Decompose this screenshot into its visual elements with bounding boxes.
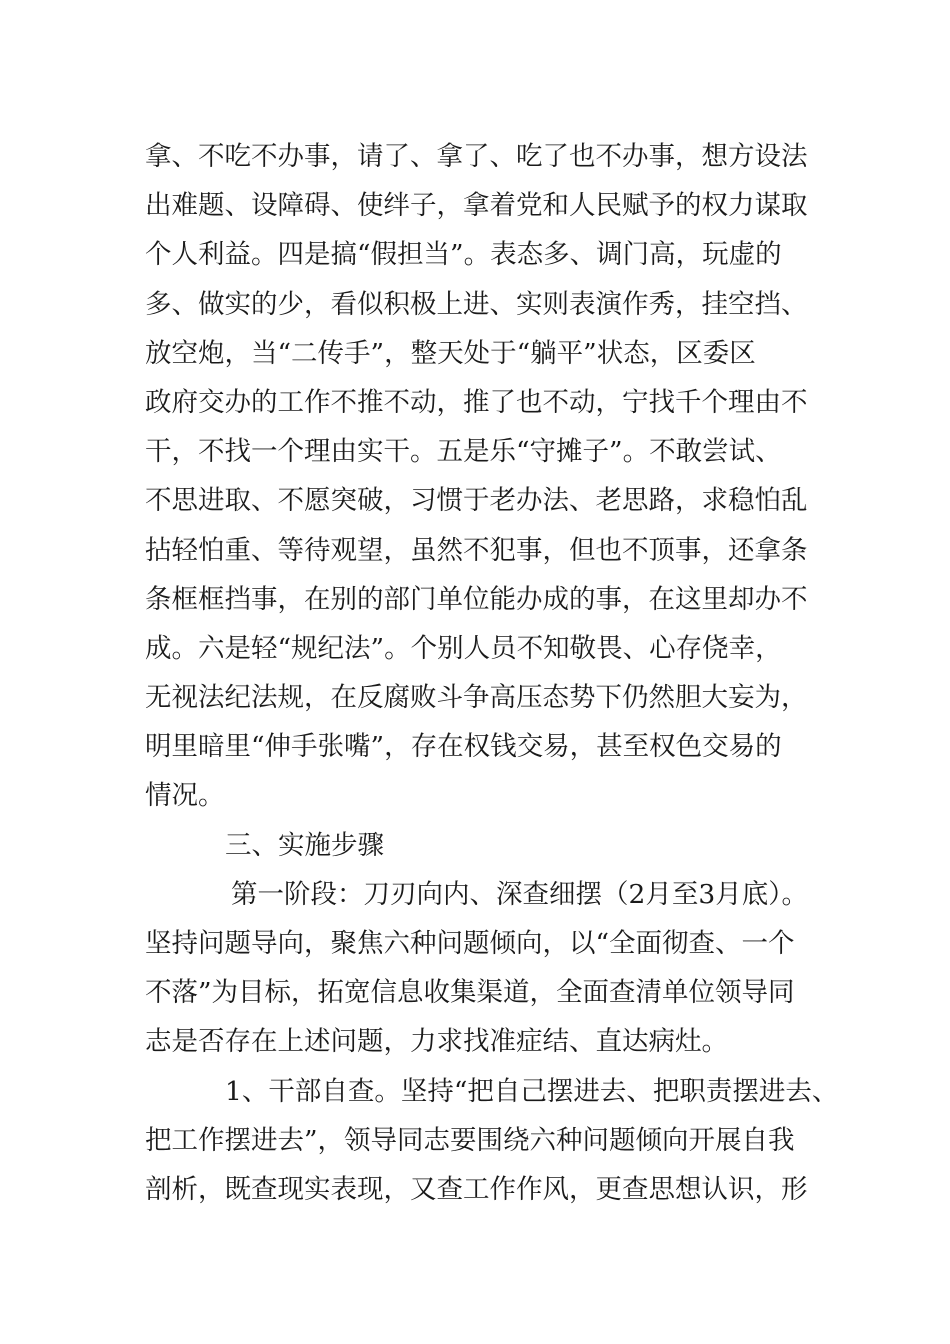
text-line: 坚持问题导向，聚焦六种问题倾向，以“全面彻查、一个 xyxy=(145,928,795,959)
text-line: 剖析，既查现实表现，又查工作作风，更查思想认识，形 xyxy=(145,1173,808,1205)
text-line: 明里暗里“伸手张嘴”，存在权钱交易，甚至权色交易的 xyxy=(145,731,782,763)
text-line: 成。六是轻“规纪法”。个别人员不知敬畏、心存侥幸， xyxy=(145,632,782,664)
text-line: 出难题、设障碍、使绊子，拿着党和人民赋予的权力谋取 xyxy=(145,190,808,222)
paragraph xyxy=(145,870,825,919)
text-line: 多、做实的少，看似积极上进、实则表演作秀，挂空挡、 xyxy=(145,288,808,320)
paragraph xyxy=(145,132,825,821)
text-line: 条框框挡事，在别的部门单位能办成的事，在这里却办不 xyxy=(145,583,808,615)
text-line: 拈轻怕重、等待观望，虽然不犯事，但也不顶事，还拿条 xyxy=(145,534,808,566)
text-line: 志是否存在上述问题，力求找准症结、直达病灶。 xyxy=(145,1026,728,1058)
paragraph xyxy=(145,919,825,1067)
text-line: 放空炮，当“二传手”，整天处于“躺平”状态，区委区 xyxy=(145,337,756,369)
text-line: 干，不找一个理由实干。五是乐“守摊子”。不敢尝试、 xyxy=(145,436,782,468)
text-line: 无视法纪法规，在反腐败斗争高压态势下仍然胆大妄为， xyxy=(145,682,808,714)
text-line: 三、实施步骤 xyxy=(225,829,384,861)
text-line: 政府交办的工作不推不动，推了也不动，宁找千个理由不 xyxy=(145,386,808,418)
text-line: 不落”为目标，拓宽信息收集渠道，全面查清单位领导同 xyxy=(145,977,795,1009)
text-line: 拿、不吃不办事，请了、拿了、吃了也不办事，想方设法 xyxy=(145,141,808,172)
document-body xyxy=(145,132,839,1214)
text-line: 把工作摆进去”，领导同志要围绕六种问题倾向开展自我 xyxy=(145,1124,795,1156)
text-line: 个人利益。四是搞“假担当”。表态多、调门高，玩虚的 xyxy=(145,239,782,271)
paragraph xyxy=(145,1067,839,1116)
paragraph xyxy=(145,821,825,870)
text-line: 不思进取、不愿突破，习惯于老办法、老思路，求稳怕乱 xyxy=(145,485,808,517)
text-line: 1、干部自查。坚持“把自己摆进去、把职责摆进去、 xyxy=(225,1075,839,1107)
text-line: 第一阶段：刀刃向内、深查细摆（2月至3月底）。 xyxy=(231,878,808,910)
paragraph xyxy=(145,1116,825,1214)
text-line: 情况。 xyxy=(145,780,225,812)
